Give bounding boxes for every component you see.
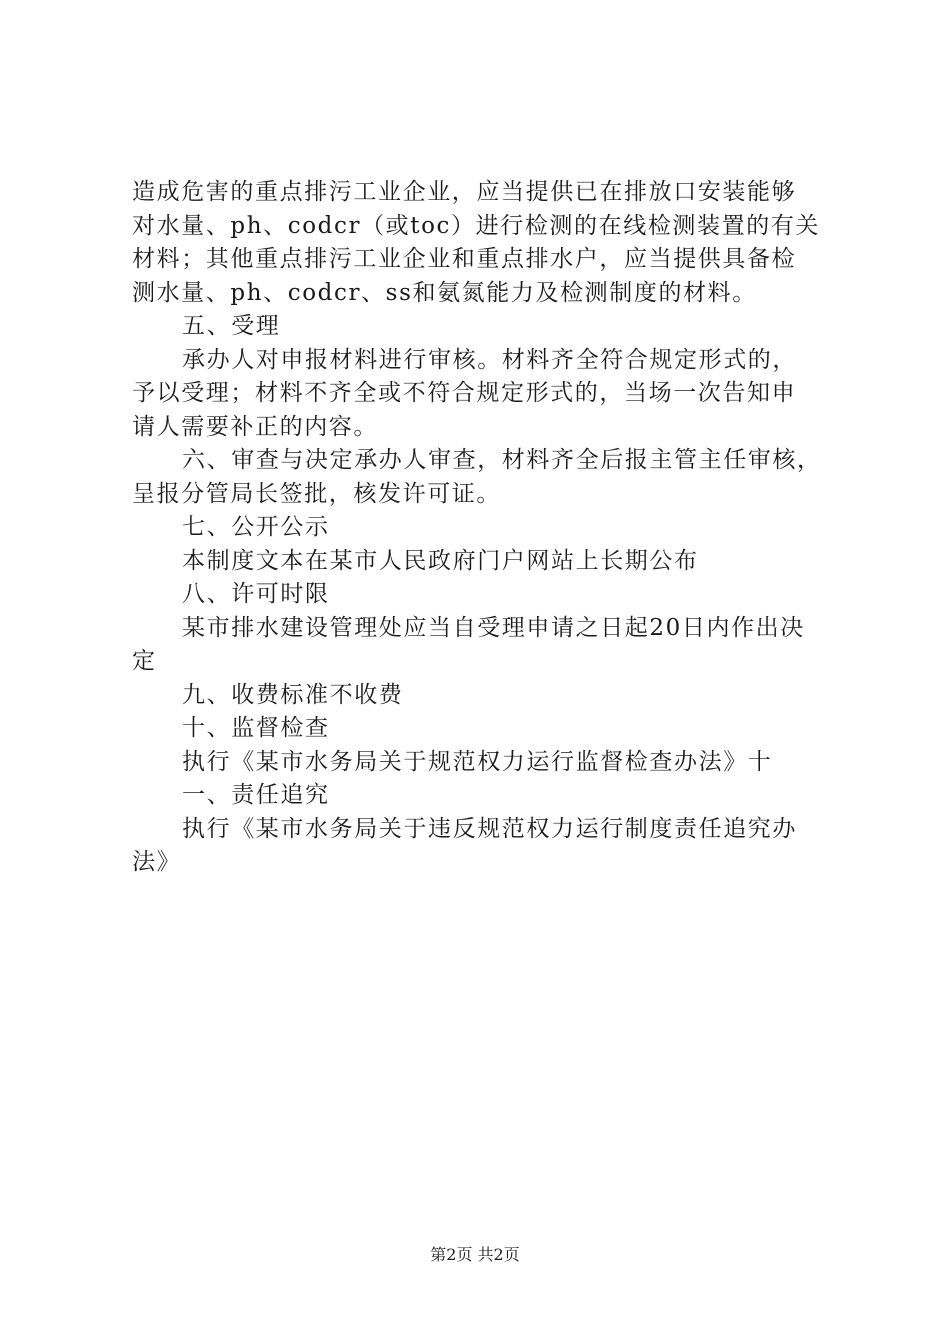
- text-line: 法》: [132, 849, 182, 875]
- section-heading: 九、收费标准不收费: [182, 681, 404, 708]
- text-line: 某市排水建设管理处应当自受理申请之日起20日内作出决: [182, 614, 805, 641]
- text-line: 予以受理；材料不齐全或不符合规定形式的，当场一次告知申: [132, 380, 797, 406]
- section-heading: 八、许可时限: [182, 581, 330, 607]
- text-line: 执行《某市水务局关于违反规范权力运行制度责任追究办: [182, 815, 797, 842]
- text-line: 测水量、ph、codcr、ss和氨氮能力及检测制度的材料。: [132, 279, 757, 306]
- page-footer: 第2页 共2页: [430, 1245, 520, 1264]
- document-body: [132, 176, 842, 880]
- section-heading: 五、受理: [182, 313, 281, 339]
- section-heading: 七、公开公示: [182, 514, 330, 540]
- text-line: 本制度文本在某市人民政府门户网站上长期公布: [182, 547, 699, 574]
- text-line: 执行《某市水务局关于规范权力运行监督检查办法》十: [182, 748, 773, 775]
- section-heading: 六、审查与决定承办人审查，材料齐全后报主管主任审核，: [182, 447, 822, 473]
- text-line: 请人需要补正的内容。: [132, 413, 378, 440]
- section-heading: 一、责任追究: [182, 782, 330, 808]
- text-line: 对水量、ph、codcr（或toc）进行检测的在线检测装置的有关: [132, 212, 821, 239]
- text-line: 造成危害的重点排污工业企业，应当提供已在排放口安装能够: [132, 179, 797, 205]
- text-line: 定: [132, 648, 157, 674]
- text-line: 呈报分管局长签批，核发许可证。: [132, 480, 501, 507]
- text-line: 材料；其他重点排污工业企业和重点排水户，应当提供具备检: [132, 246, 797, 272]
- text-line: 承办人对申报材料进行审核。材料齐全符合规定形式的，: [182, 346, 797, 373]
- section-heading: 十、监督检查: [182, 715, 330, 741]
